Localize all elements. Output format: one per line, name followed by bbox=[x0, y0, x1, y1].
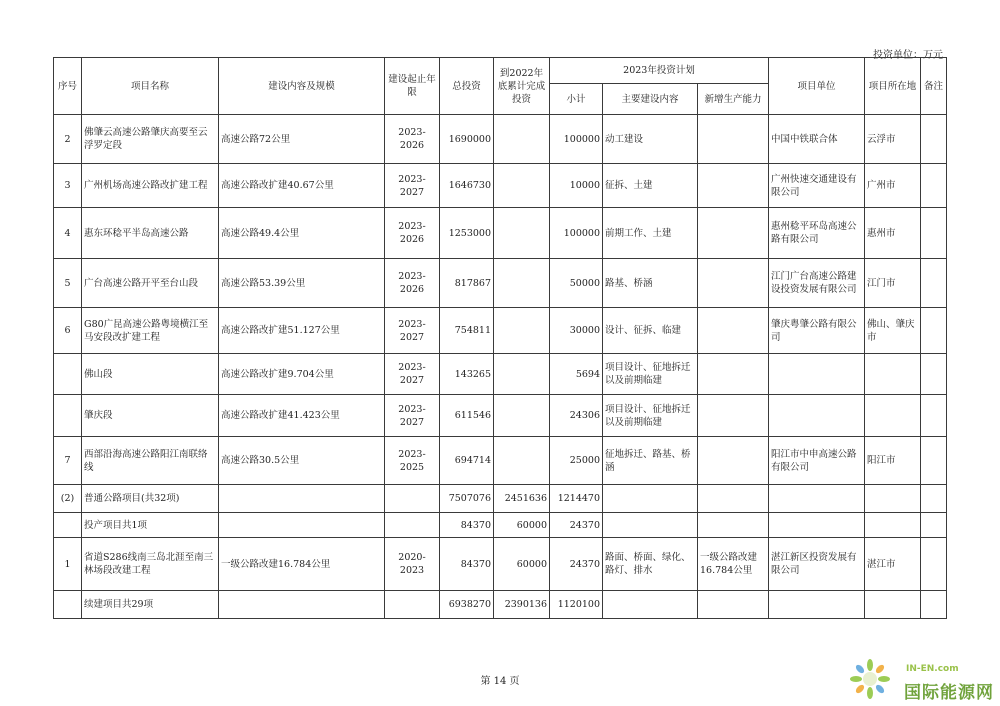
cell-name: 广台高速公路开平至台山段 bbox=[82, 259, 219, 308]
cell-total: 611546 bbox=[440, 395, 494, 437]
cell-new-capacity bbox=[698, 354, 769, 395]
cell-main-content: 路面、桥面、绿化、路灯、排水 bbox=[603, 538, 698, 591]
cell-company: 惠州稔平环岛高速公路有限公司 bbox=[769, 208, 865, 259]
cell-seq: 7 bbox=[54, 437, 82, 485]
cell-content: 高速公路53.39公里 bbox=[219, 259, 385, 308]
header-content: 建设内容及规模 bbox=[219, 58, 385, 115]
cell-period bbox=[385, 513, 440, 538]
cell-location: 湛江市 bbox=[865, 538, 921, 591]
cell-remark bbox=[921, 538, 947, 591]
cell-period: 2023-2027 bbox=[385, 308, 440, 354]
cell-period: 2023-2026 bbox=[385, 115, 440, 164]
cell-new-capacity bbox=[698, 308, 769, 354]
cell-name: 西部沿海高速公路阳江南联络线 bbox=[82, 437, 219, 485]
cell-subtotal: 24306 bbox=[550, 395, 603, 437]
cell-content: 一级公路改建16.784公里 bbox=[219, 538, 385, 591]
cell-company: 肇庆粤肇公路有限公司 bbox=[769, 308, 865, 354]
cell-seq: 6 bbox=[54, 308, 82, 354]
cell-period: 2023-2027 bbox=[385, 354, 440, 395]
cell-done bbox=[494, 115, 550, 164]
cell-done: 2451636 bbox=[494, 485, 550, 513]
cell-done bbox=[494, 208, 550, 259]
cell-company: 中国中铁联合体 bbox=[769, 115, 865, 164]
cell-done bbox=[494, 395, 550, 437]
table-row bbox=[54, 485, 947, 513]
watermark-logo-icon bbox=[848, 651, 904, 703]
cell-name: 投产项目共1项 bbox=[82, 513, 219, 538]
cell-main-content: 征地拆迁、路基、桥涵 bbox=[603, 437, 698, 485]
cell-location bbox=[865, 395, 921, 437]
cell-remark bbox=[921, 259, 947, 308]
cell-total: 817867 bbox=[440, 259, 494, 308]
header-main-content: 主要建设内容 bbox=[603, 84, 698, 115]
cell-content: 高速公路改扩建9.704公里 bbox=[219, 354, 385, 395]
watermark-url: IN-EN.com bbox=[906, 664, 959, 674]
cell-name: 佛肇云高速公路肇庆高要至云浮罗定段 bbox=[82, 115, 219, 164]
cell-new-capacity bbox=[698, 208, 769, 259]
table-row bbox=[54, 395, 947, 437]
cell-main-content bbox=[603, 513, 698, 538]
cell-total: 1253000 bbox=[440, 208, 494, 259]
cell-company bbox=[769, 591, 865, 619]
cell-remark bbox=[921, 164, 947, 208]
cell-new-capacity bbox=[698, 437, 769, 485]
cell-subtotal: 30000 bbox=[550, 308, 603, 354]
page-number: 第 14 页 bbox=[480, 676, 520, 687]
cell-done bbox=[494, 437, 550, 485]
header-new-capacity: 新增生产能力 bbox=[698, 84, 769, 115]
cell-period: 2023-2026 bbox=[385, 259, 440, 308]
cell-remark bbox=[921, 115, 947, 164]
cell-period: 2023-2026 bbox=[385, 208, 440, 259]
cell-total: 84370 bbox=[440, 538, 494, 591]
cell-location: 佛山、肇庆市 bbox=[865, 308, 921, 354]
cell-period bbox=[385, 485, 440, 513]
cell-content: 高速公路49.4公里 bbox=[219, 208, 385, 259]
cell-seq bbox=[54, 395, 82, 437]
table-row bbox=[54, 259, 947, 308]
cell-name: 省道S286线南三岛北涯至南三林场段改建工程 bbox=[82, 538, 219, 591]
cell-seq: 2 bbox=[54, 115, 82, 164]
cell-main-content bbox=[603, 591, 698, 619]
table-header bbox=[54, 58, 947, 115]
cell-seq bbox=[54, 354, 82, 395]
cell-period: 2023-2027 bbox=[385, 395, 440, 437]
cell-company: 广州快速交通建设有限公司 bbox=[769, 164, 865, 208]
cell-new-capacity: 一级公路改建16.784公里 bbox=[698, 538, 769, 591]
table-row bbox=[54, 513, 947, 538]
cell-subtotal: 100000 bbox=[550, 208, 603, 259]
cell-name: 惠东环稔平半岛高速公路 bbox=[82, 208, 219, 259]
header-total: 总投资 bbox=[440, 58, 494, 115]
cell-period bbox=[385, 591, 440, 619]
cell-done: 60000 bbox=[494, 513, 550, 538]
cell-content: 高速公路改扩建40.67公里 bbox=[219, 164, 385, 208]
cell-content: 高速公路30.5公里 bbox=[219, 437, 385, 485]
cell-remark bbox=[921, 437, 947, 485]
cell-new-capacity bbox=[698, 259, 769, 308]
cell-total: 7507076 bbox=[440, 485, 494, 513]
cell-subtotal: 50000 bbox=[550, 259, 603, 308]
header-company: 项目单位 bbox=[769, 58, 865, 115]
cell-new-capacity bbox=[698, 513, 769, 538]
header-done-2022: 到2022年底累计完成投资 bbox=[494, 58, 550, 115]
cell-subtotal: 10000 bbox=[550, 164, 603, 208]
cell-seq: 1 bbox=[54, 538, 82, 591]
header-plan-2023: 2023年投资计划 bbox=[550, 58, 769, 84]
cell-seq: 3 bbox=[54, 164, 82, 208]
cell-remark bbox=[921, 354, 947, 395]
cell-content: 高速公路改扩建51.127公里 bbox=[219, 308, 385, 354]
cell-main-content: 前期工作、土建 bbox=[603, 208, 698, 259]
cell-seq: 5 bbox=[54, 259, 82, 308]
cell-main-content bbox=[603, 485, 698, 513]
cell-subtotal: 1120100 bbox=[550, 591, 603, 619]
cell-subtotal: 100000 bbox=[550, 115, 603, 164]
cell-name: 肇庆段 bbox=[82, 395, 219, 437]
header-seq: 序号 bbox=[54, 58, 82, 115]
cell-name: 佛山段 bbox=[82, 354, 219, 395]
cell-period: 2020-2023 bbox=[385, 538, 440, 591]
table-body bbox=[54, 115, 947, 619]
cell-location: 广州市 bbox=[865, 164, 921, 208]
cell-new-capacity bbox=[698, 115, 769, 164]
cell-name: 续建项目共29项 bbox=[82, 591, 219, 619]
cell-company: 湛江新区投资发展有限公司 bbox=[769, 538, 865, 591]
cell-company: 阳江市中申高速公路有限公司 bbox=[769, 437, 865, 485]
cell-content: 高速公路72公里 bbox=[219, 115, 385, 164]
cell-total: 143265 bbox=[440, 354, 494, 395]
cell-done bbox=[494, 354, 550, 395]
cell-subtotal: 24370 bbox=[550, 513, 603, 538]
cell-location bbox=[865, 513, 921, 538]
cell-done bbox=[494, 164, 550, 208]
cell-name: 普通公路项目(共32项) bbox=[82, 485, 219, 513]
cell-new-capacity bbox=[698, 485, 769, 513]
cell-seq: 4 bbox=[54, 208, 82, 259]
cell-subtotal: 25000 bbox=[550, 437, 603, 485]
cell-done: 2390136 bbox=[494, 591, 550, 619]
header-period: 建设起止年限 bbox=[385, 58, 440, 115]
cell-company bbox=[769, 395, 865, 437]
cell-total: 6938270 bbox=[440, 591, 494, 619]
cell-name: 广州机场高速公路改扩建工程 bbox=[82, 164, 219, 208]
cell-location bbox=[865, 485, 921, 513]
cell-seq: (2) bbox=[54, 485, 82, 513]
cell-company bbox=[769, 354, 865, 395]
cell-content: 高速公路改扩建41.423公里 bbox=[219, 395, 385, 437]
header-remark: 备注 bbox=[921, 58, 947, 115]
header-location: 项目所在地 bbox=[865, 58, 921, 115]
watermark-name: 国际能源网 bbox=[904, 683, 994, 703]
cell-total: 1646730 bbox=[440, 164, 494, 208]
investment-table bbox=[53, 57, 947, 619]
cell-remark bbox=[921, 395, 947, 437]
table-row bbox=[54, 538, 947, 591]
table-row bbox=[54, 164, 947, 208]
cell-total: 84370 bbox=[440, 513, 494, 538]
table-row bbox=[54, 115, 947, 164]
cell-done bbox=[494, 259, 550, 308]
cell-location: 阳江市 bbox=[865, 437, 921, 485]
cell-new-capacity bbox=[698, 164, 769, 208]
table-row bbox=[54, 208, 947, 259]
table-row bbox=[54, 308, 947, 354]
cell-seq bbox=[54, 513, 82, 538]
watermark bbox=[848, 651, 998, 703]
cell-remark bbox=[921, 208, 947, 259]
cell-new-capacity bbox=[698, 591, 769, 619]
cell-main-content: 征拆、土建 bbox=[603, 164, 698, 208]
unit-note: 投资单位：万元 bbox=[873, 50, 943, 61]
cell-main-content: 项目设计、征地拆迁以及前期临建 bbox=[603, 354, 698, 395]
cell-company: 江门广台高速公路建设投资发展有限公司 bbox=[769, 259, 865, 308]
table-row bbox=[54, 354, 947, 395]
cell-done: 60000 bbox=[494, 538, 550, 591]
cell-period: 2023-2027 bbox=[385, 164, 440, 208]
cell-content bbox=[219, 513, 385, 538]
table-row bbox=[54, 591, 947, 619]
cell-company bbox=[769, 485, 865, 513]
cell-location: 惠州市 bbox=[865, 208, 921, 259]
cell-new-capacity bbox=[698, 395, 769, 437]
cell-location bbox=[865, 354, 921, 395]
cell-content bbox=[219, 485, 385, 513]
cell-seq bbox=[54, 591, 82, 619]
cell-location: 云浮市 bbox=[865, 115, 921, 164]
cell-remark bbox=[921, 485, 947, 513]
cell-remark bbox=[921, 308, 947, 354]
cell-main-content: 设计、征拆、临建 bbox=[603, 308, 698, 354]
cell-total: 1690000 bbox=[440, 115, 494, 164]
cell-main-content: 项目设计、征地拆迁以及前期临建 bbox=[603, 395, 698, 437]
cell-total: 694714 bbox=[440, 437, 494, 485]
table-row bbox=[54, 437, 947, 485]
cell-subtotal: 1214470 bbox=[550, 485, 603, 513]
header-subtotal: 小计 bbox=[550, 84, 603, 115]
cell-subtotal: 24370 bbox=[550, 538, 603, 591]
cell-main-content: 路基、桥涵 bbox=[603, 259, 698, 308]
cell-main-content: 动工建设 bbox=[603, 115, 698, 164]
cell-content bbox=[219, 591, 385, 619]
cell-location bbox=[865, 591, 921, 619]
cell-company bbox=[769, 513, 865, 538]
cell-done bbox=[494, 308, 550, 354]
cell-remark bbox=[921, 513, 947, 538]
cell-remark bbox=[921, 591, 947, 619]
header-name: 项目名称 bbox=[82, 58, 219, 115]
cell-total: 754811 bbox=[440, 308, 494, 354]
cell-location: 江门市 bbox=[865, 259, 921, 308]
cell-name: G80广昆高速公路粤境横江至马安段改扩建工程 bbox=[82, 308, 219, 354]
cell-period: 2023-2025 bbox=[385, 437, 440, 485]
cell-subtotal: 5694 bbox=[550, 354, 603, 395]
